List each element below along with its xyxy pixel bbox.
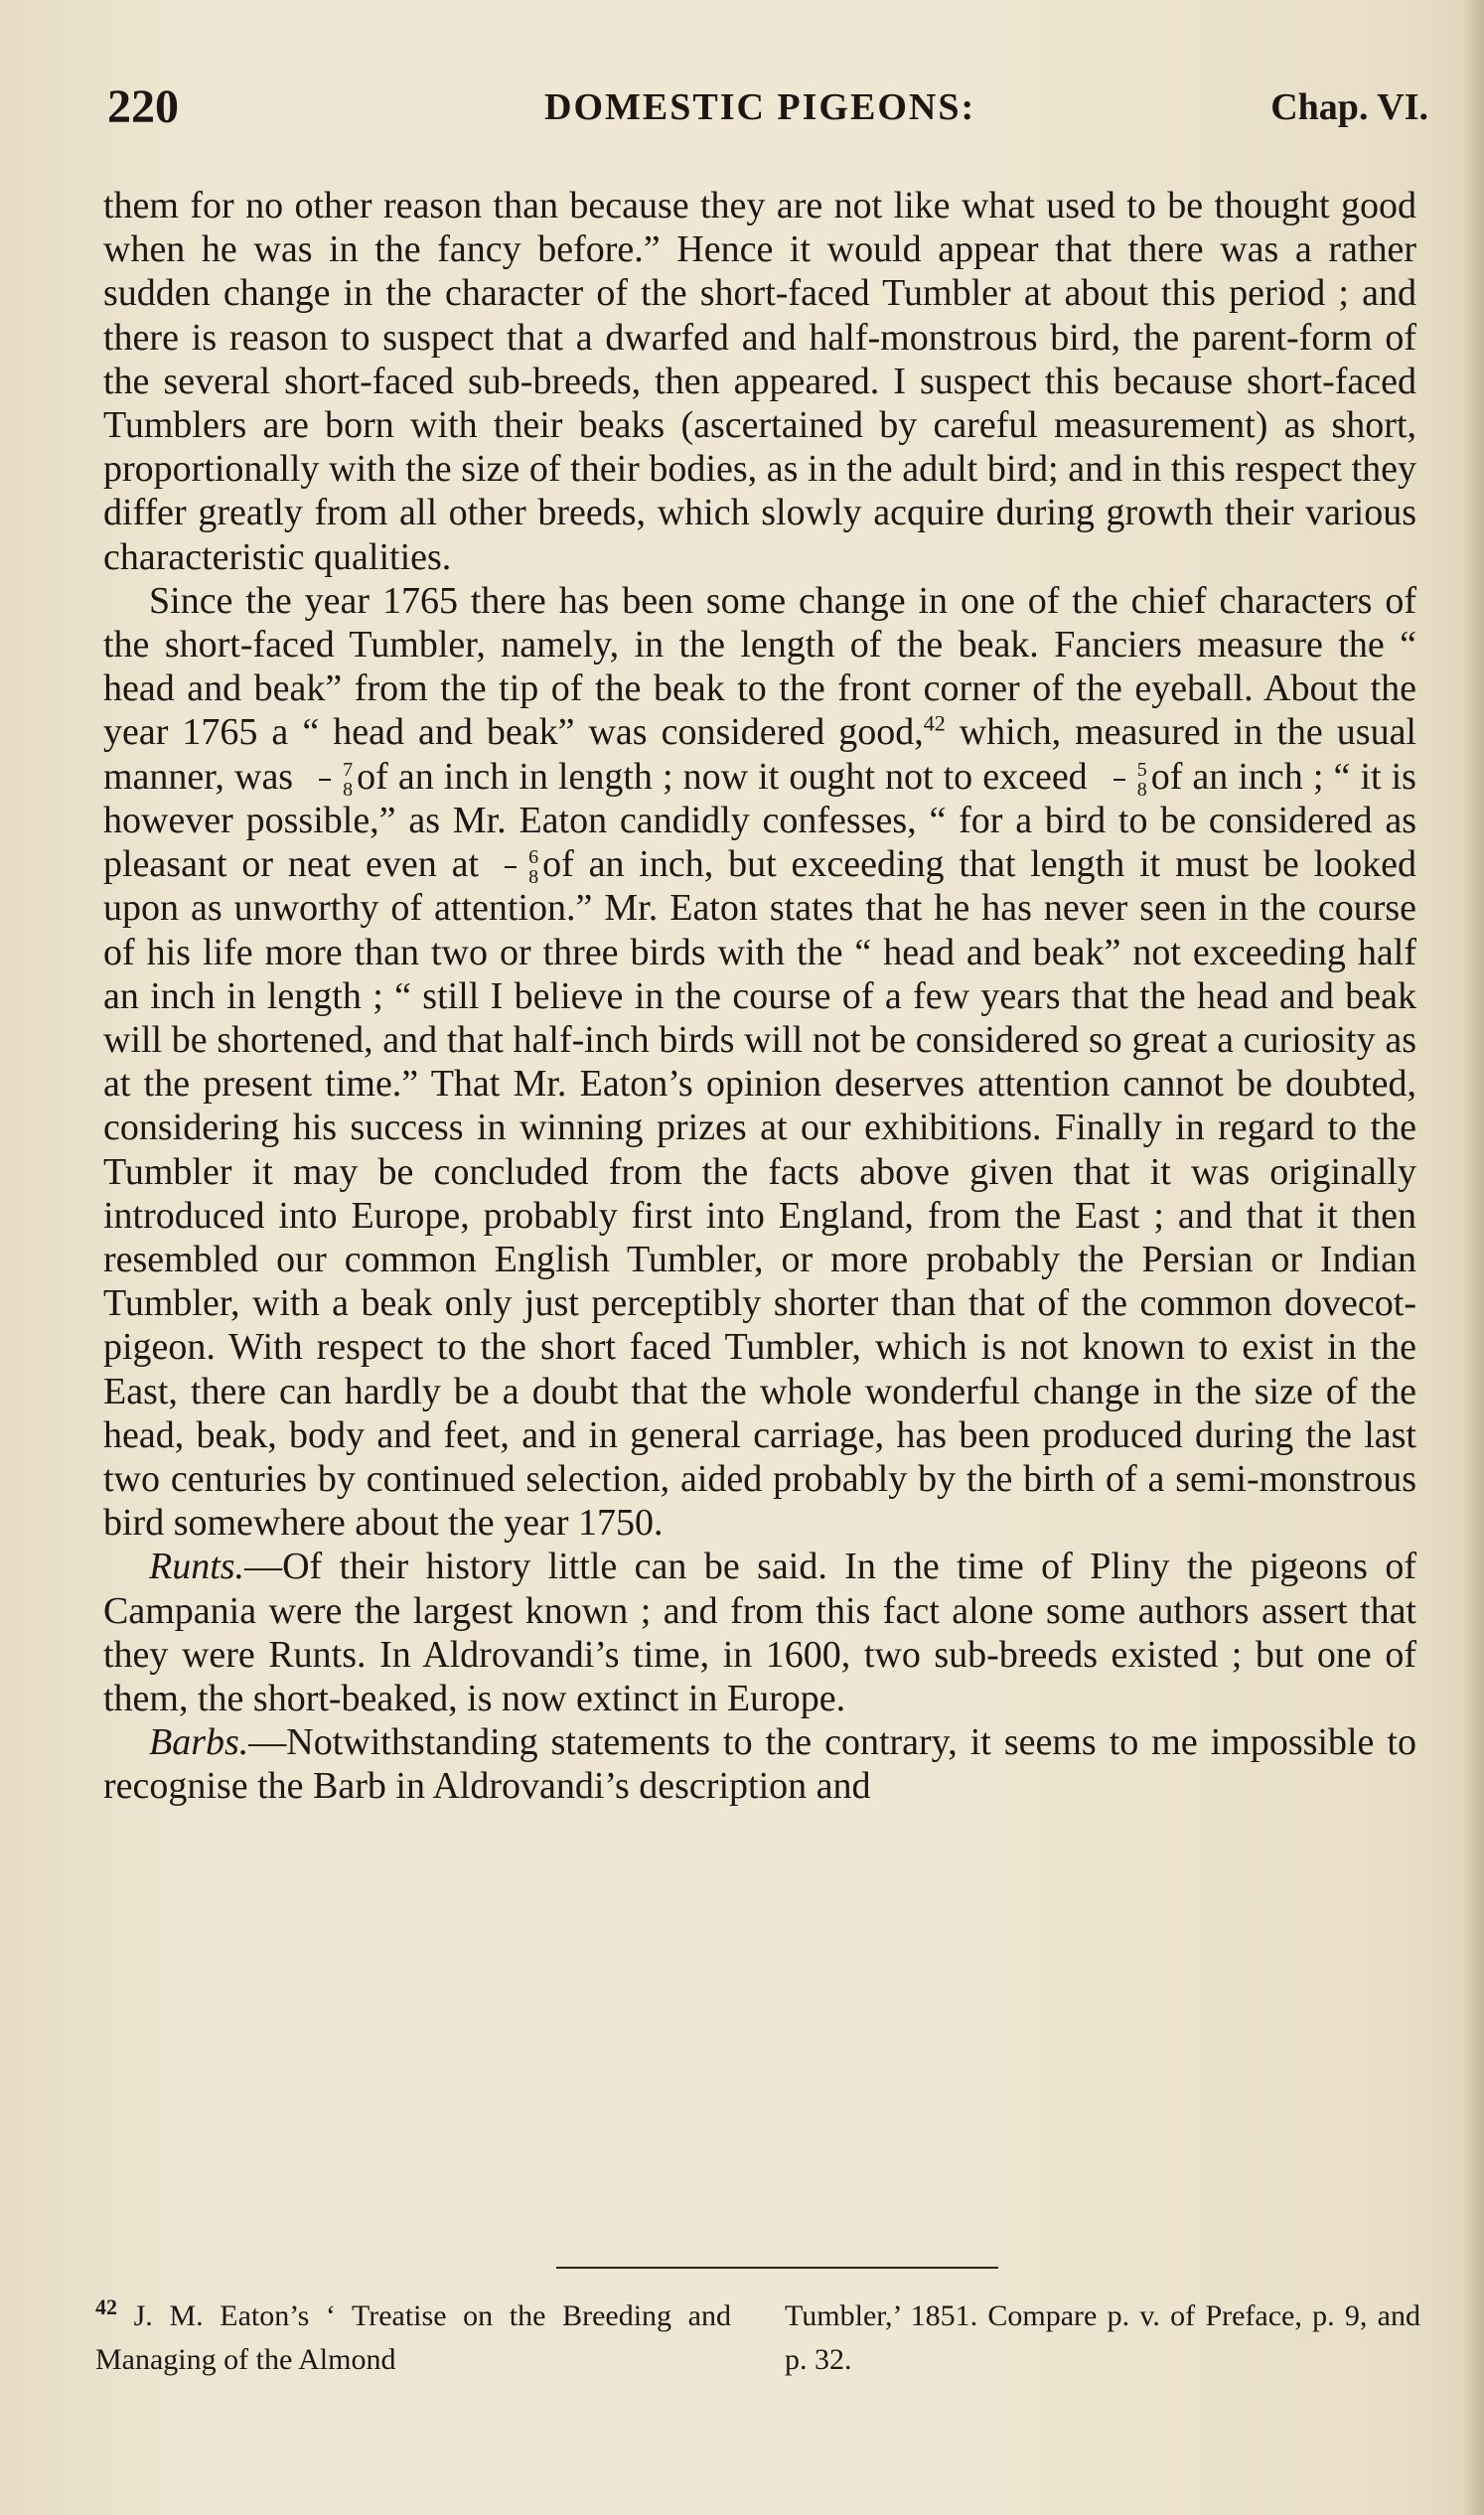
fraction-numerator: 5 <box>1136 758 1147 781</box>
fraction-denominator: 8 <box>528 866 539 889</box>
body-text <box>103 184 1416 1809</box>
footnote-left-column <box>95 2294 731 2382</box>
footnote-right-column: Tumbler,’ 1851. Compare p. v. of Preface, p. 9, and p. 32. <box>785 2299 1420 2376</box>
paragraph-barbs <box>103 1720 1416 1808</box>
footnote-text-left: J. M. Eaton’s ‘ Treatise on the Breeding and Managing of the Almond <box>95 2299 731 2376</box>
running-head <box>107 77 1428 137</box>
paragraph-text: Since the year 1765 there has been some change in one of the chief characters of the short-faced Tumbler, namely, in the length of the beak. Fanciers measure the “ head and beak” from the tip of the beak to the front corner of the eyeball. About the year 1765 a “ head and beak” was considered good, <box>103 579 1416 754</box>
fraction-five-eighths <box>1092 758 1147 801</box>
paragraph-runts <box>103 1545 1416 1720</box>
fraction-denominator: 8 <box>343 778 354 801</box>
fraction-numerator: 6 <box>528 846 539 869</box>
paragraph-text: of an inch ; “ it is however possible,” as Mr. Eaton candidly confesses, “ for a bird to be considered as pleasant or neat even at <box>103 755 1416 886</box>
paragraph-text: of an inch, but exceeding that length it must be looked upon as unworthy of attention.” Mr. Eaton states that he has never seen in the course of his life more than two or three birds with the “ head and beak” not exceeding half an inch in length ; “ still I believe in the course of a few years that the head and beak will be shortened, and that half-inch birds will not be considered so great a curiosity as at the present time.” That Mr. Eaton’s opinion deserves attention cannot be doubted, considering his success in winning prizes at our exhibitions. Finally in regard to the Tumbler it may be concluded from the facts above given that it was originally introduced into Europe, probably first into England, from the East ; and that it then resembled our common English Tumbler, or more probably the Persian or Indian Tumbler, with a beak only just perceptibly shorter than that of the common dovecot-pigeon. With respect to the short faced Tumbler, which is not known to exist in the East, there can hardly be a doubt that the whole wonderful change in the size of the head, beak, body and feet, and in general carriage, has been produced during the last two centuries by continued selection, aided probably by the birth of a semi-monstrous bird somewhere about the year 1750. <box>103 843 1416 1545</box>
page-edge-shadow <box>1462 0 1484 2515</box>
footnote-reference: 42 <box>923 710 946 736</box>
paragraph-text: —Of their history little can be said. In the time of Pliny the pigeons of Campania were the largest known ; and from this fact alone some authors assert that they were Runts. In Aldrovandi’s time, in 1600, two sub-breeds existed ; but one of them, the short-beaked, is now extinct in Europe. <box>103 1546 1416 1720</box>
fraction-seven-eighths <box>297 758 354 801</box>
running-title: DOMESTIC PIGEONS: <box>544 86 976 128</box>
section-heading-barbs: Barbs. <box>149 1721 249 1764</box>
fraction-six-eighths <box>483 846 539 889</box>
paragraph-text: —Notwithstanding statements to the contrary, it seems to me impossible to recognise the Barb in Aldrovandi’s description and <box>103 1721 1416 1808</box>
paragraph-text: which, measured in the usual manner, was <box>103 711 1416 798</box>
paragraph-beak-length <box>103 579 1416 1546</box>
footnotes <box>95 2294 1422 2394</box>
fraction-numerator: 7 <box>343 758 354 781</box>
section-heading-runts: Runts. <box>149 1546 245 1588</box>
footnote-number: 42 <box>95 2294 117 2319</box>
footnote-divider <box>556 2267 998 2269</box>
paragraph-text: of an inch in length ; now it ought not to exceed <box>357 755 1088 798</box>
page-number: 220 <box>107 80 179 133</box>
paragraph-continued: them for no other reason than because they are not like what used to be thought good when he was in the fancy before.” Hence it would appear that there was a rather sudden change in the character of the short-faced Tumbler at about this period ; and there is reason to suspect that a dwarfed and half-monstrous bird, the parent-form of the several short-faced sub-breeds, then appeared. I suspect this because short-faced Tumblers are born with their beaks (ascertained by careful measurement) as short, proportionally with the size of their bodies, as in the adult bird; and in this respect they differ greatly from all other breeds, which slowly acquire during growth their various characteristic qualities. <box>103 185 1416 578</box>
fraction-denominator: 8 <box>1136 778 1147 801</box>
chapter-label: Chap. VI. <box>1270 86 1428 128</box>
